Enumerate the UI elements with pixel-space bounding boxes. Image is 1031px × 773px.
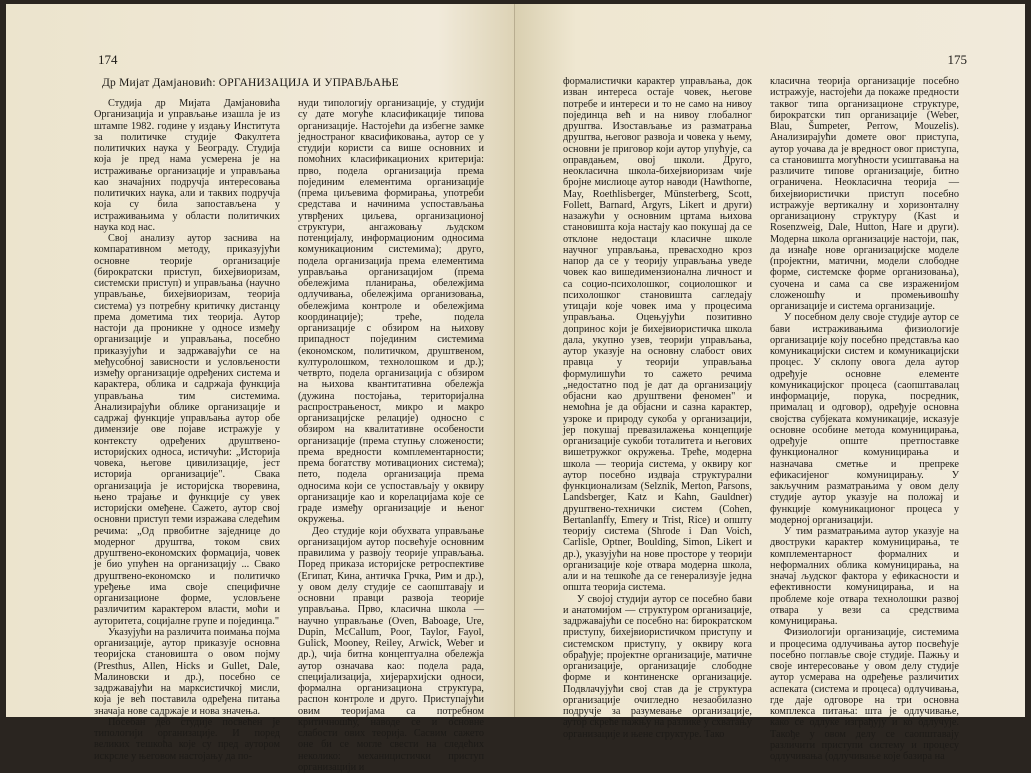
paragraph: формалистички карактер управљања, док изван интереса остаје човек, његове потребе и интереси и то не само на нивоу појединца већ и на нивоу глобалног друштва. Изостављање из разматрања друштва, његовог развоја и човека у њему, основни је приговор који аутор упућује, са оправдањем, овој школи. Друго, неокласична школа-бихејвиоризам чије бројне мислиоце аутор наводи (Hawthorne, May, Roethlisberger, Münsterberg, Scott, Follett, Barnard, Argyrs, Likert и други) назажући у основним цртама њихова становишта која настају као покушај да се отклоне недостаци класичне школе научног управљања, превасходно кроз напор да се у теорију управљања уведе човек као вишедимензионална личност и са социо-психолошког, социолошког и психолошког становишта сагледају утицаји које човек има у процесима управљања. Оцењујући позитивно допринос који је бихејвиористичка школа дала, укупно узев, теорији управљања, аутор указује на основну слабост ових правца у теорији управљања формулишући то сажето речима „недостатно под је дат да организацију објасни као друштвени феномен" и немоћна је да објасни и сазна карактер, узроке и природу сукоба у организацији, јер покушај превазилажења концепције организације сукоби тоталитета и његових вишетружког окружења. Треће, модерна школа — теорија система, у оквиру ког аутор посебно издваја структурални функционализам (Selznik, Merton, Parsons, Landsberger, Katz и Kahn, Gauldner) друштвено-технички систем (Cohen, Bertanlanffy, Emery и Trist, Rice) и општу теорију система (Shrode i Dan Voich, Carlisle, Optner, Boulding, Simon, Likert и др.), указујући на нове просторе у теорији организације које отвара модерна школа, али и на тешкоће да се генерализује једна општа теорија система. — [563, 76, 752, 594]
paragraph: Свој анализу аутор заснива на компаративном методу, приказујући основне теорије организације (бирократски приступ, бихејвиоризам, системски приступ) и управљања (научно управљање, бихејвиоризам, теорија система) уз потребну критичку дистанцу према дометима тих теорија. Аутор настоји да проникне у односе између организације и управљања, посебно приказујући и задржавајући се на међусобној зависности и условљености између организације одређених система и карактера, облика и садржаја функција управљања тим системима. Анализирајући облике организације и садржај функције управљања аутор обе димензије ове појаве истражује у контексту одређених друштвено-историјских односа, истичући: „Историја човека, његове цивилизације, јест историја организације". Свака организација је историјска творевина, њено трајање и функције су увек историјски омеђене. Сажето, аутор свој основни приступ теми изражава следећим речима: „Од првобитне заједнице до модерног друштва, током свих друштвено-економских формација, човек је био упућен на организацију ... Свако друштвено-економско и политичко уређење има своје специфичне организационе форме, условљене различитим карактером власти, моћи и ауторитета, социјалне групе и појединца." — [94, 233, 280, 627]
paragraph: нуди типологију организације, у студији су дате могуће класификације типова организације. Настојећи да избегне замке једностраног квасификовања, аутор се у студији користи са више основних и помоћних класификационих критерија: прво, подела организација према појединим елементима организације (према циљевима формирања, употреби средстава и начинима успостављања утврђених циљева, организационој структури, ангажовању људском потенцијалу, информационим односима комуникационим системима); друго, подела организација према елементима управљања организацијом (према обележјима планирања, обележјима одлучивања, обележјима организовања, обележјима контроле и обележјима координације); треће, подела организације с обзиром на њихову припадност појединим системима (економском, политичком, друштвеном, културолошком, технолошком и др.); четврто, подела организација с обзиром на њихова квантитативна обележја (дужина постојања, територијална распрострањеност, микро и макро организацијске релације) односно с обзиром на квалитативне особености организације (према ступњу сложености; према вредности комплементарности; према богатству мотивационих система); пето, подела организација према односима који се успостављају у оквиру организације као и корелацијама које се граде између организације и њеног окружења. — [298, 98, 484, 526]
right-page — [515, 4, 1025, 717]
text-columns — [94, 98, 484, 773]
column-2 — [298, 98, 484, 773]
text-columns — [563, 76, 959, 762]
page-number: 174 — [98, 52, 118, 68]
paragraph: Посебан део студије посвећен је типологији организације. И поред великих тешкоћа које су пред аутором искрсле у његовом настојању да по- — [94, 717, 280, 762]
column-1 — [94, 98, 280, 773]
column-2 — [770, 76, 959, 762]
column-1 — [563, 76, 752, 762]
paragraph: класична теорија организације посебно истражује, настојећи да покаже предности таквог типа организационе структуре, бирократски тип организације (Weber, Blau, Šumpeter, Perrow, Mouzelis). Анализирајући домете овог приступа, аутор уочава да је вредност овог приступа, са становишта могућности усиштавања на различите типове организације, битно ограничена. Неокласична теорија — бихејвиористички приступ посебно истражује вертикалну и хоризонталну организациону структуру (Kast и Rosenzweig, Dale, Hutton, Hare и други). Модерна школа организације настоји, пак, да изнађе нове организацијске моделе (пројектни, матични, модели слободне форме, системске форме организовања), суочена и сама са све израженијом сложеношћу и промењивошћу организације и система организације. — [770, 76, 959, 312]
running-head: Др Мијат Дамјановић: ОРГАНИЗАЦИЈА И УПРАВЉАЊЕ — [102, 77, 399, 89]
paragraph: Студија др Мијата Дамјановића Организација и управљање изашла је из штампе 1982. године у издању Института за политичке студије Факултета политичких наука у Београду. Студија која је пред нама усмерена је на истраживање организације и управљања као значајних подручја интересовања политичких наука, али и таквих подручја која су била запостављена у истраживањима у области политичких наука код нас. — [94, 98, 280, 233]
paragraph: Физиологији организације, системима и процесима одлучивања аутор посвећује посебно поглавље своје студије. Пажњу и своје интересовање у овом делу студије аутор усмерава на одређење различитих аспеката (система и процеса) одлучивања, где даје одговоре на три основна комплекса питања: шта је одлучивање, како се одлуке изграђују и ко одлучује. Такође у овом делу се саопштавају различити приступи систему и процесу одлучивања (одлучивање које базира на — [770, 627, 959, 762]
paragraph: У својој студији аутор се посебно бави и анатомијом — структуром организације, задржавајући се посебно на: бирократском приступу, бихејвиористичком приступу и системском приступу, у оквиру кога обрађује; пројектне организације, матичне организације, организације слободне форме и континенске организације. Подвлачујући свој став да је структура организације очигледно незаобилазно подручје за разумевање организације, аутор скреће пажњу на разлике у схватању организације и њене структуре. Тако — [563, 594, 752, 740]
paragraph: Део студије који обухвата управљање организацијом аутор посвећује основним правилима у развоју теорије управљања. Поред приказа историјске ретроспективе (Египат, Кина, античка Грчка, Рим и др.), у овом делу студије се саопштавају и основни правци развоја теорије управљања. Прво, класична школа — научно управљање (Oven, Baboage, Ure, Dupin, McCallum, Poor, Taylor, Fayol, Gulick, Mooney, Reiley, Arwick, Weber и др.), чија битна концептуална обележја аутор означава као: подела рада, специјализација, хијерархијски односи, формална организациона структура, распон контроле и друго. Приступајући овим теоријама са потребном критичношћу, наводе се и основне слабости ових теорија. Сасвим сажето оне би се могле свести на следећих неколико: механицистички приступ организацији и — [298, 526, 484, 773]
book-spread — [6, 4, 1025, 717]
left-page — [6, 4, 515, 717]
page-number: 175 — [948, 52, 968, 68]
paragraph: У посебном делу своје студије аутор се бави истраживањима физиологије организације коју посебно представља као комуникацијски систем и комуникацијски процес. У склопу овога дела аутор одређује основне елементе комуникацијског процеса (саопштавалац информације, порука, посредник, прималац и одговор), одређује основна својства субјеката комуникације, исказује основне особине метода комуницирања, одређује опште претпоставке функционалног комуницирања и назначава сметње и препреке ефикасијеног комуницирању. У закључним разматрањима у овом делу студије аутор указује на положај и функције комуникационог процеса у модерној организацији. — [770, 312, 959, 526]
paragraph: Указујући на различита поимања појма организације, аутор приказује основна теоријска становишта о овом појму (Presthus, Allen, Hicks и Gullet, Dale, Малиновски и др.), посебно се задржавајући на марксистичкој мисли, која је већ поставила одређена питања значаја нове садржаје и нова значења. — [94, 627, 280, 717]
paragraph: У тим разматрањима аутор указује на двоструки карактер комуницирања, те комплементарност формалних и неформалних облика комуницирања, на значај људског фактора у ефикасности и ефективности комуницирања, и на проблеме које отвара технолошки развој отвара у вези са средствима комуницирања. — [770, 526, 959, 627]
